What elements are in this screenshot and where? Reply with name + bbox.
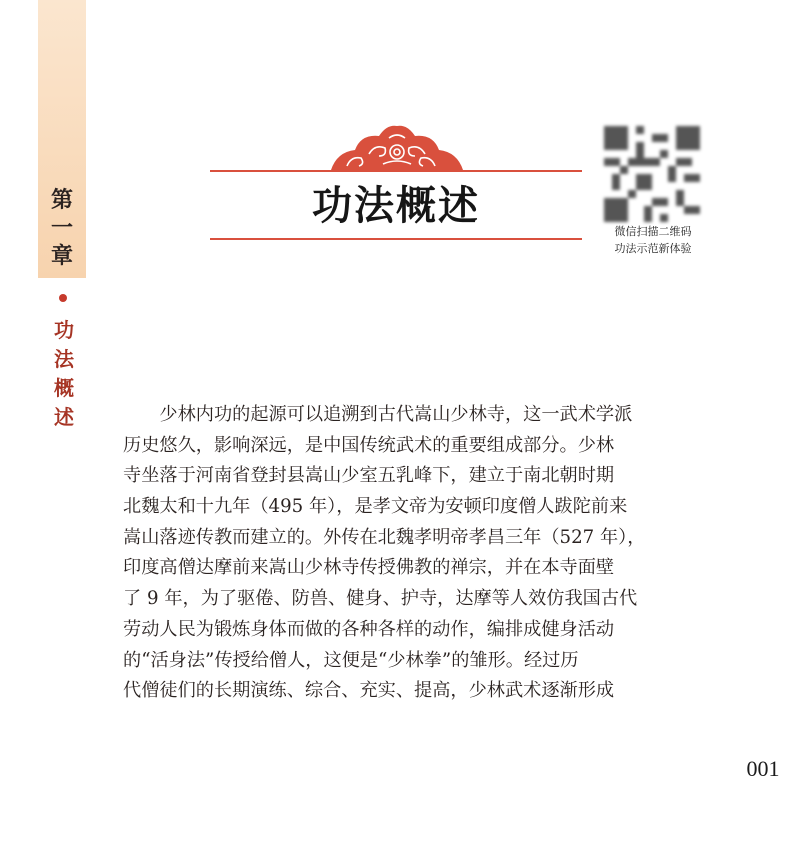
side-section-title [44, 316, 84, 432]
qr-caption-line: 微信扫描二维码 [614, 225, 692, 238]
page-number: 001 [746, 756, 780, 781]
body-line: 寺坐落于河南省登封县嵩山少室五乳峰下，建立于南北朝时期 [123, 465, 615, 487]
body-line: 的“活身法”传授给僧人，这便是“少林拳”的雏形。经过历 [123, 649, 579, 671]
body-paragraph [123, 400, 683, 707]
page-title: 功法概述 [312, 183, 480, 229]
side-title-char: 法 [54, 347, 74, 371]
chapter-label [38, 186, 86, 270]
chapter-label-char: 一 [50, 215, 73, 241]
title-rule-top [210, 170, 582, 172]
qr-caption [598, 223, 708, 257]
side-title-char: 述 [54, 405, 74, 429]
chapter-label-char: 章 [50, 243, 73, 269]
bullet-dot-icon [59, 294, 67, 302]
body-line: 北魏太和十九年（495 年），是孝文帝为安顿印度僧人跋陀前来 [123, 496, 628, 518]
body-line: 了 9 年，为了驱倦、防兽、健身、护寺，达摩等人效仿我国古代 [123, 588, 638, 610]
title-rule-bottom [210, 238, 582, 240]
body-line: 嵩山落迹传教而建立的。外传在北魏孝明帝孝昌三年（527 年）， [123, 526, 646, 548]
side-title-char: 概 [54, 376, 74, 400]
chapter-label-char: 第 [50, 187, 73, 213]
body-line: 印度高僧达摩前来嵩山少林寺传授佛教的禅宗，并在本寺面壁 [123, 557, 615, 579]
body-line: 代僧徒们的长期演练、综合、充实、提高，少林武术逐渐形成 [123, 680, 615, 702]
body-line: 少林内功的起源可以追溯到古代嵩山少林寺，这一武术学派 [123, 404, 633, 425]
side-title-char: 功 [54, 318, 74, 342]
body-line: 历史悠久，影响深远，是中国传统武术的重要组成部分。少林 [123, 434, 615, 456]
qr-code-icon [604, 126, 700, 222]
qr-caption-line: 功法示范新体验 [614, 242, 692, 255]
body-line: 劳动人民为锻炼身体而做的各种各样的动作，编排成健身活动 [123, 618, 615, 640]
cloud-ornament-icon [327, 124, 467, 172]
